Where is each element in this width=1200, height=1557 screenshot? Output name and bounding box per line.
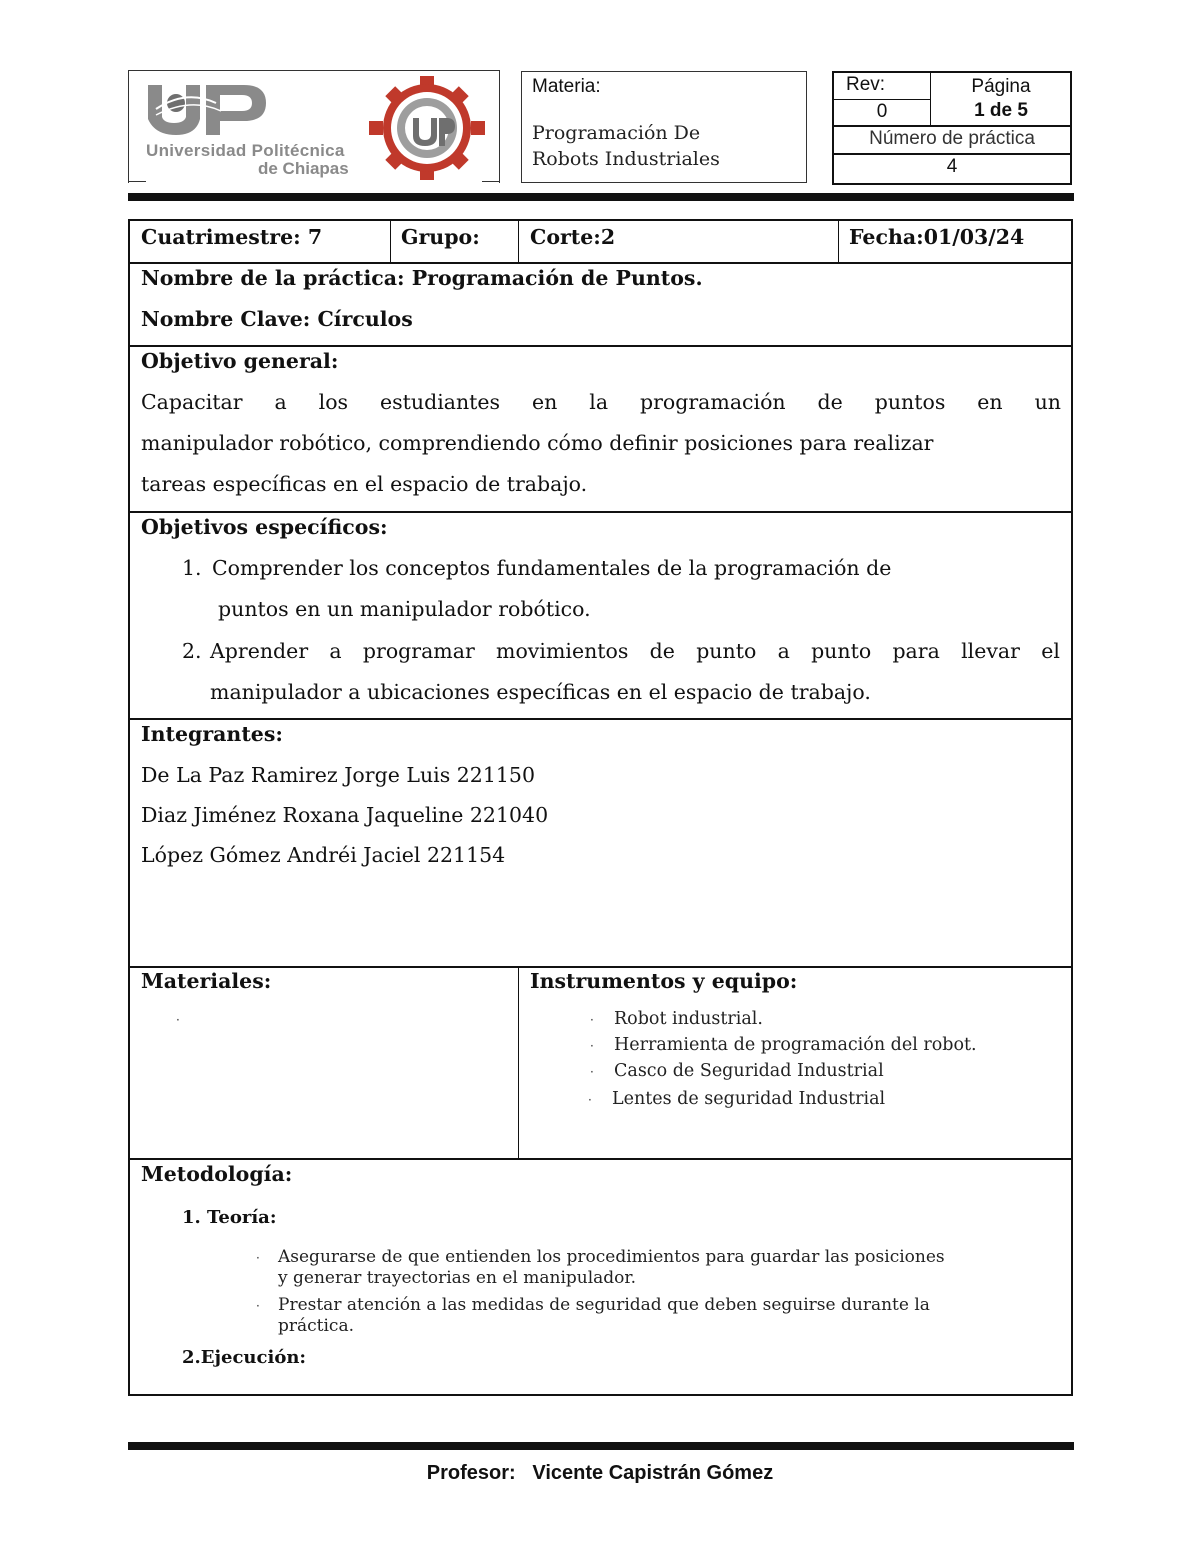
col-line-3 xyxy=(838,221,839,262)
grupo-cell: Grupo: xyxy=(401,225,480,249)
word: de xyxy=(817,390,843,414)
practice-name: Nombre de la práctica: Programación de Puntos. xyxy=(141,266,703,290)
practice-number-value: 4 xyxy=(946,156,958,177)
instrument-item-1: Robot industrial. xyxy=(614,1009,763,1029)
instrument-item-2: Herramienta de programación del robot. xyxy=(614,1035,977,1055)
word: puntos xyxy=(874,390,946,414)
col-line-materials xyxy=(518,966,519,1158)
subject-value-line2: Robots Industriales xyxy=(532,148,720,170)
instrument-bullet-icon: · xyxy=(590,1039,594,1053)
col-line-2 xyxy=(518,221,519,262)
theory-item-1 xyxy=(278,1247,945,1289)
specific-objective-2-number: 2. xyxy=(182,639,202,663)
word: un xyxy=(1034,390,1061,414)
header-rule xyxy=(128,193,1074,201)
professor-line xyxy=(0,1462,1200,1485)
row-line-1 xyxy=(130,262,1071,264)
general-objective-line1 xyxy=(141,390,1061,414)
materials-title: Materiales: xyxy=(141,969,272,993)
methodology-execution: 2.Ejecución: xyxy=(182,1347,307,1368)
rev-lower-divider xyxy=(834,153,1070,155)
corte-cell: Corte:2 xyxy=(530,225,616,249)
word: de xyxy=(649,639,675,663)
word: punto xyxy=(811,639,872,663)
methodology-theory: 1. Teoría: xyxy=(182,1207,277,1228)
instrument-bullet-icon: · xyxy=(590,1065,594,1079)
members-title: Integrantes: xyxy=(141,722,283,746)
theory-bullet-icon: · xyxy=(256,1251,260,1265)
word: a xyxy=(777,639,790,663)
fecha-cell: Fecha:01/03/24 xyxy=(849,225,1025,249)
word: movimientos xyxy=(496,639,629,663)
specific-objective-1-number: 1. xyxy=(182,556,202,580)
instrument-item-3: Casco de Seguridad Industrial xyxy=(614,1061,884,1081)
member-1: De La Paz Ramirez Jorge Luis 221150 xyxy=(141,763,536,787)
theory-item-2 xyxy=(278,1295,930,1337)
instruments-title: Instrumentos y equipo: xyxy=(530,969,798,993)
instrument-bullet-icon: · xyxy=(588,1093,592,1107)
specific-objectives-title: Objetivos específicos: xyxy=(141,515,388,539)
logo-box-corner-right xyxy=(482,181,500,182)
up-logo-icon xyxy=(146,79,276,139)
theory-item-2-line1: Prestar atención a las medidas de seguridad que deben seguirse durante la xyxy=(278,1295,930,1315)
row-line-2 xyxy=(130,345,1071,347)
general-objective-line2: manipulador robótico, comprendiendo cómo definir posiciones para realizar xyxy=(141,431,934,455)
word: Capacitar xyxy=(141,390,243,414)
row-line-4 xyxy=(130,718,1071,720)
logo-box-right-border xyxy=(499,71,500,183)
row-line-6 xyxy=(130,1158,1071,1160)
specific-objective-1-line1: Comprender los conceptos fundamentales de la programación de xyxy=(212,556,892,580)
professor-name: Vicente Capistrán Gómez xyxy=(532,1462,774,1484)
member-3: López Gómez Andréi Jaciel 221154 xyxy=(141,843,506,867)
logo-box-corner-left xyxy=(128,181,146,182)
university-name-line1: Universidad Politécnica xyxy=(146,141,345,160)
rev-row-divider xyxy=(834,99,930,100)
general-objective-line3: tareas específicas en el espacio de trabajo. xyxy=(141,472,588,496)
word: a xyxy=(274,390,287,414)
theory-bullet-icon: · xyxy=(256,1299,260,1313)
word: en xyxy=(532,390,558,414)
rev-mid-divider xyxy=(834,125,1070,127)
theory-item-2-line2: práctica. xyxy=(278,1316,354,1336)
materials-bullet: · xyxy=(176,1013,180,1027)
member-2: Diaz Jiménez Roxana Jaqueline 221040 xyxy=(141,803,549,827)
specific-objective-1-line2: puntos en un manipulador robótico. xyxy=(218,597,591,621)
theory-item-1-line2: y generar trayectorias en el manipulador. xyxy=(278,1268,637,1288)
university-name-line2: de Chiapas xyxy=(258,159,349,178)
university-logo-box xyxy=(128,70,500,182)
word: Aprender xyxy=(210,639,309,663)
logo-box-left-border xyxy=(128,71,129,183)
word: en xyxy=(977,390,1003,414)
instrument-bullet-icon: · xyxy=(590,1013,594,1027)
word: la xyxy=(589,390,609,414)
word: el xyxy=(1041,639,1060,663)
page-value: 1 de 5 xyxy=(974,100,1028,121)
word: estudiantes xyxy=(379,390,501,414)
rev-value: 0 xyxy=(876,101,888,122)
methodology-title: Metodología: xyxy=(141,1162,293,1186)
practice-number-label: Número de práctica xyxy=(869,128,1035,149)
word: los xyxy=(318,390,349,414)
col-line-1 xyxy=(390,221,391,262)
subject-value xyxy=(532,120,796,172)
word: para xyxy=(892,639,940,663)
rev-label: Rev: xyxy=(846,74,886,95)
practice-codename: Nombre Clave: Círculos xyxy=(141,307,413,331)
professor-label: Profesor: xyxy=(426,1462,516,1484)
word: programación xyxy=(639,390,786,414)
mechatronics-seal-icon xyxy=(366,75,488,181)
instrument-item-4: Lentes de seguridad Industrial xyxy=(612,1089,886,1109)
subject-box xyxy=(521,71,807,183)
specific-objective-2-line2: manipulador a ubicaciones específicas en el espacio de trabajo. xyxy=(210,680,871,704)
theory-item-1-line1: Asegurarse de que entienden los procedimientos para guardar las posiciones xyxy=(278,1247,945,1267)
practice-form-table xyxy=(128,219,1073,1396)
subject-label: Materia: xyxy=(532,76,601,97)
row-line-5 xyxy=(130,966,1071,968)
cuatrimestre-cell: Cuatrimestre: 7 xyxy=(141,225,323,249)
revision-table xyxy=(832,71,1072,185)
row-line-3 xyxy=(130,511,1071,513)
subject-value-line1: Programación De xyxy=(532,122,701,144)
footer-rule xyxy=(128,1442,1074,1450)
word: llevar xyxy=(961,639,1020,663)
word: programar xyxy=(362,639,475,663)
word: punto xyxy=(696,639,757,663)
general-objective-title: Objetivo general: xyxy=(141,349,339,373)
specific-objective-2-line1 xyxy=(210,639,1060,663)
word: a xyxy=(329,639,342,663)
page-label: Página xyxy=(971,76,1031,97)
